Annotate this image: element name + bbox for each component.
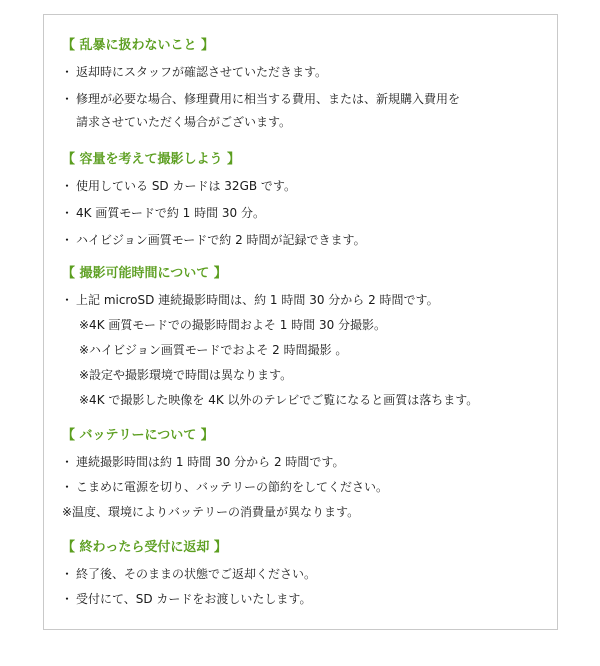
note-item: ※4K 画質モードでの撮影時間およそ 1 時間 30 分撮影。: [79, 318, 387, 332]
section-return-to-reception: [62, 539, 552, 607]
section-heading: 【 終わったら受付に返却 】: [62, 540, 227, 555]
list-item: ・ 修理が必要な場合、修理費用に相当する費用、または、新規購入費用を: [62, 91, 552, 107]
list-item: ・ 終了後、そのままの状態でご返却ください。: [62, 566, 552, 582]
list-item: ・ 連続撮影時間は約 1 時間 30 分から 2 時間です。: [62, 454, 552, 470]
section-battery: [62, 427, 552, 520]
section-recording-time: [62, 265, 552, 408]
section-storage-capacity: [62, 151, 552, 248]
section-handle-with-care: [62, 37, 552, 130]
list-item: ・ こまめに電源を切り、バッテリーの節約をしてください。: [62, 479, 552, 495]
note-item: ※温度、環境によりバッテリーの消費量が異なります。: [62, 505, 360, 519]
section-heading: 【 乱暴に扱わないこと 】: [62, 38, 215, 53]
list-item: ・ 上記 microSD 連続撮影時間は、約 1 時間 30 分から 2 時間です。: [62, 292, 552, 308]
note-item: ※ハイビジョン画質モードでおよそ 2 時間撮影 。: [79, 343, 348, 357]
section-heading: 【 容量を考えて撮影しよう 】: [62, 152, 241, 167]
note-item: ※4K で撮影した映像を 4K 以外のテレビでご覧になると画質は落ちます。: [79, 393, 479, 407]
section-heading: 【 バッテリーについて 】: [62, 428, 214, 443]
list-item: ・ 返却時にスタッフが確認させていただきます。: [62, 64, 552, 80]
list-item: ・ 受付にて、SD カードをお渡しいたします。: [62, 591, 552, 607]
list-item: ・ ハイビジョン画質モードで約 2 時間が記録できます。: [62, 232, 552, 248]
list-item: ・ 4K 画質モードで約 1 時間 30 分。: [62, 205, 552, 221]
list-item-continuation: 請求させていただく場合がございます。: [76, 115, 292, 129]
section-heading: 【 撮影可能時間について 】: [62, 266, 227, 281]
list-item: ・ 使用している SD カードは 32GB です。: [62, 178, 552, 194]
note-item: ※設定や撮影環境で時間は異なります。: [79, 368, 293, 382]
